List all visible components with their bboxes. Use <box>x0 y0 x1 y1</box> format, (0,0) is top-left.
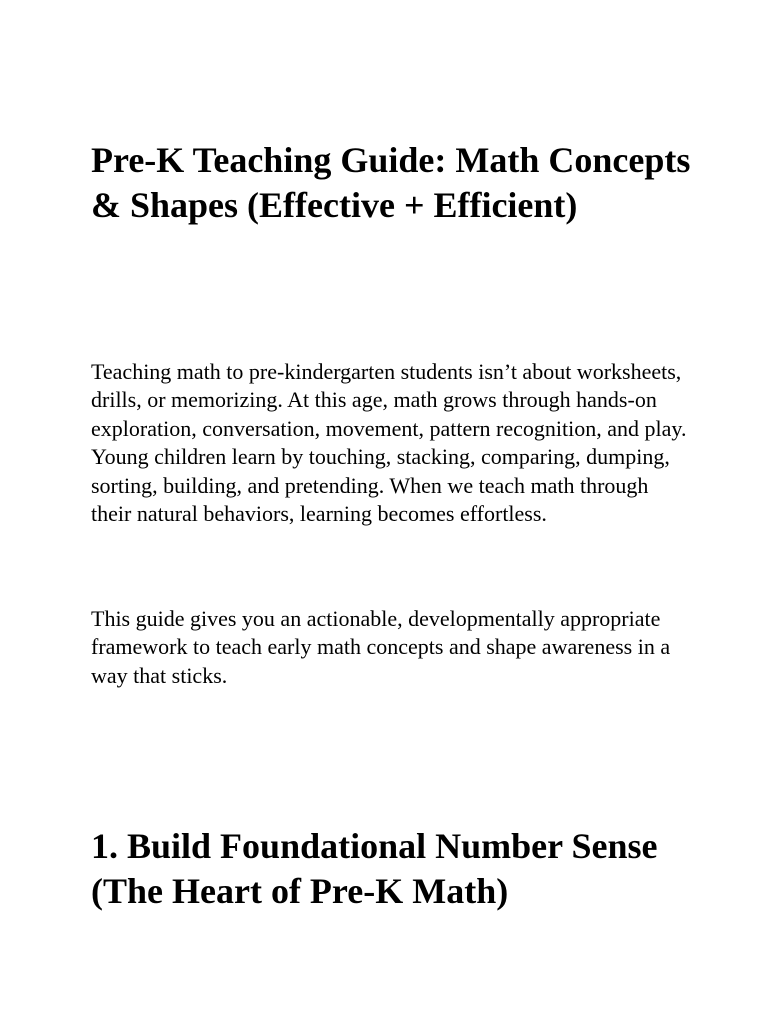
document-title: Pre-K Teaching Guide: Math Concepts & Shapes (Effective + Efficient) <box>91 140 691 225</box>
intro-paragraph: Teaching math to pre-kindergarten students isn’t about worksheets, drills, or memorizing. At this age, math grows through hands-on exploration, conversation, movement, pattern recognition, and play. Young children learn by touching, stacking, comparing, dumping, sorting, building, and pretending. When we teach math through their natural behaviors, learning becomes effortless. <box>91 359 687 527</box>
section-heading-number-sense: 1. Build Foundational Number Sense (The Heart of Pre-K Math) <box>91 826 658 911</box>
guide-purpose-paragraph: This guide gives you an actionable, developmentally appropriate framework to teach early math concepts and shape awareness in a way that sticks. <box>91 606 671 688</box>
